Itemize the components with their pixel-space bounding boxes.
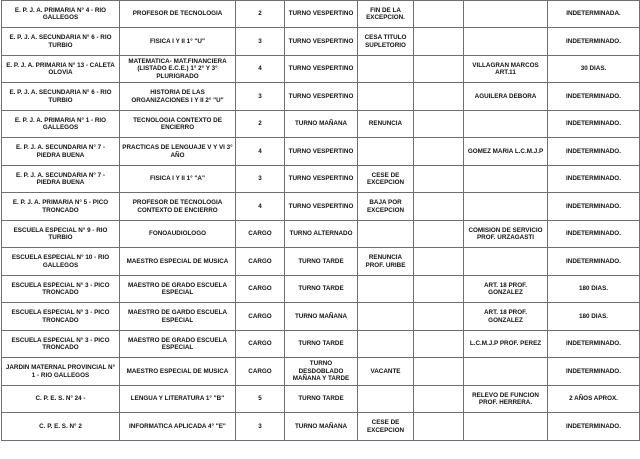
duration-cell: INDETERMINADO. (548, 138, 640, 166)
reason-cell: VACANTE (358, 358, 414, 386)
reason-cell: RENUNCIA PROF. URIBE (358, 248, 414, 276)
subject-cell: FONOAUDIOLOGO (120, 221, 236, 248)
replacement-cell: ART. 18 PROF. GONZALEZ (464, 276, 548, 303)
reason-cell (358, 83, 414, 111)
table-row (2, 1, 640, 28)
empty-cell (414, 386, 464, 413)
table-row (2, 193, 640, 221)
school-cell: C. P. E. S. N° 24 - (2, 386, 120, 413)
subject-cell: PROFESOR DE TECNOLOGIA (120, 1, 236, 28)
school-cell: E. P. J. A. SECUNDARIA N° 7 - PIEDRA BUENA (2, 166, 120, 193)
duration-cell: 180 DIAS. (548, 303, 640, 331)
table-row (2, 166, 640, 193)
duration-cell: INDETERMINADO. (548, 413, 640, 441)
replacement-cell: RELEVO DE FUNCION PROF. HERRERA. (464, 386, 548, 413)
reason-cell: FIN DE LA EXCEPCION. (358, 1, 414, 28)
shift-cell: TURNO VESPERTINO (285, 166, 358, 193)
shift-cell: TURNO TARDE (285, 276, 358, 303)
table-row (2, 138, 640, 166)
subject-cell: FISICA I Y II 1° "A" (120, 166, 236, 193)
hours-cell: 4 (236, 56, 285, 83)
hours-cell: 2 (236, 1, 285, 28)
empty-cell (414, 331, 464, 358)
reason-cell: CESE DE EXCEPCION (358, 166, 414, 193)
table-row (2, 56, 640, 83)
empty-cell (414, 276, 464, 303)
subject-cell: INFORMATICA APLICADA 4° "E" (120, 413, 236, 441)
shift-cell: TURNO MAÑANA (285, 303, 358, 331)
reason-cell: CESA TITULO SUPLETORIO (358, 28, 414, 56)
subject-cell: MATEMATICA- MAT.FINANCIERA (LISTADO E.C.E.) 1° 2° Y 3° PLURIGRADO (120, 56, 236, 83)
replacement-cell: ART. 18 PROF. GONZALEZ (464, 303, 548, 331)
duration-cell: INDETERMINADO. (548, 331, 640, 358)
table-row (2, 413, 640, 441)
hours-cell: 5 (236, 386, 285, 413)
replacement-cell (464, 193, 548, 221)
school-cell: ESCUELA ESPECIAL N° 3 - PICO TRONCADO (2, 331, 120, 358)
subject-cell: MAESTRO DE GRADO ESCUELA ESPECIAL (120, 276, 236, 303)
replacement-cell: GOMEZ MARIA L.C.M.J.P (464, 138, 548, 166)
reason-cell (358, 138, 414, 166)
table-row (2, 83, 640, 111)
table-row (2, 386, 640, 413)
empty-cell (414, 56, 464, 83)
table-row (2, 221, 640, 248)
shift-cell: TURNO VESPERTINO (285, 138, 358, 166)
hours-cell: CARGO (236, 303, 285, 331)
empty-cell (414, 1, 464, 28)
reason-cell: CESE DE EXCEPCION (358, 413, 414, 441)
school-cell: ESCUELA ESPECIAL N° 3 - PICO TRONCADO (2, 276, 120, 303)
reason-cell: BAJA POR EXCEPCION (358, 193, 414, 221)
empty-cell (414, 138, 464, 166)
replacement-cell: AGUILERA DEBORA (464, 83, 548, 111)
duration-cell: 30 DIAS. (548, 56, 640, 83)
school-cell: ESCUELA ESPECIAL N° 9 - RIO TURBIO (2, 221, 120, 248)
replacement-cell (464, 1, 548, 28)
table-row (2, 111, 640, 138)
school-cell: E. P. J. A. SECUNDARIA N° 7 - PIEDRA BUENA (2, 138, 120, 166)
shift-cell: TURNO TARDE (285, 386, 358, 413)
reason-cell (358, 276, 414, 303)
subject-cell: MAESTRO ESPECIAL DE MUSICA (120, 358, 236, 386)
reason-cell (358, 303, 414, 331)
vacancies-table (1, 0, 640, 441)
empty-cell (414, 111, 464, 138)
replacement-cell: L.C.M.J.P PROF. PEREZ (464, 331, 548, 358)
shift-cell: TURNO TARDE (285, 331, 358, 358)
empty-cell (414, 28, 464, 56)
subject-cell: MAESTRO DE GARDO ESCUELA ESPECIAL (120, 303, 236, 331)
school-cell: C. P. E. S. N° 2 (2, 413, 120, 441)
subject-cell: PRACTICAS DE LENGUAJE V Y VI 3° AÑO (120, 138, 236, 166)
shift-cell: TURNO VESPERTINO (285, 56, 358, 83)
shift-cell: TURNO VESPERTINO (285, 83, 358, 111)
school-cell: E. P. J. A. SECUNDARIA N° 6 - RIO TURBIO (2, 28, 120, 56)
hours-cell: CARGO (236, 248, 285, 276)
table-row (2, 28, 640, 56)
reason-cell (358, 386, 414, 413)
replacement-cell (464, 111, 548, 138)
replacement-cell: VILLAGRAN MARCOS ART.11 (464, 56, 548, 83)
hours-cell: CARGO (236, 276, 285, 303)
empty-cell (414, 221, 464, 248)
duration-cell: INDETERMINADO. (548, 28, 640, 56)
replacement-cell (464, 166, 548, 193)
empty-cell (414, 83, 464, 111)
hours-cell: 3 (236, 166, 285, 193)
duration-cell: 180 DIAS. (548, 276, 640, 303)
subject-cell: PROFESOR DE TECNOLOGIA CONTEXTO DE ENCIERRO (120, 193, 236, 221)
school-cell: ESCUELA ESPECIAL N° 3 - PICO TRONCADO (2, 303, 120, 331)
school-cell: ESCUELA ESPECIAL N° 10 - RIO GALLEGOS (2, 248, 120, 276)
subject-cell: TECNOLOGIA CONTEXTO DE ENCIERRO (120, 111, 236, 138)
empty-cell (414, 248, 464, 276)
replacement-cell (464, 413, 548, 441)
subject-cell: MAESTRO ESPECIAL DE MUSICA (120, 248, 236, 276)
reason-cell (358, 221, 414, 248)
duration-cell: INDETERMINADO. (548, 248, 640, 276)
school-cell: E. P. J. A. PRIMARIA N° 5 - PICO TRONCADO (2, 193, 120, 221)
school-cell: E. P. J. A. SECUNDARIA N° 6 - RIO TURBIO (2, 83, 120, 111)
hours-cell: 4 (236, 138, 285, 166)
school-cell: E. P. J. A. PRIMARIA N° 1 - RIO GALLEGOS (2, 111, 120, 138)
shift-cell: TURNO VESPERTINO (285, 193, 358, 221)
table-row (2, 358, 640, 386)
reason-cell (358, 331, 414, 358)
hours-cell: 3 (236, 28, 285, 56)
duration-cell: 2 AÑOS APROX. (548, 386, 640, 413)
duration-cell: INDETERMINADO. (548, 221, 640, 248)
hours-cell: 3 (236, 83, 285, 111)
duration-cell: INDETERMINADO. (548, 111, 640, 138)
shift-cell: TURNO VESPERTINO (285, 28, 358, 56)
hours-cell: 2 (236, 111, 285, 138)
school-cell: E. P. J. A. PRIMARIA N° 4 - RIO GALLEGOS (2, 1, 120, 28)
shift-cell: TURNO MAÑANA (285, 111, 358, 138)
duration-cell: INDETERMINADO. (548, 358, 640, 386)
duration-cell: INDETERMINADO. (548, 166, 640, 193)
duration-cell: INDETERMINADO. (548, 83, 640, 111)
replacement-cell (464, 358, 548, 386)
shift-cell: TURNO VESPERTINO (285, 1, 358, 28)
empty-cell (414, 166, 464, 193)
table-row (2, 331, 640, 358)
empty-cell (414, 358, 464, 386)
subject-cell: MAESTRO DE GRADO ESCUELA ESPECIAL (120, 331, 236, 358)
table-body (2, 1, 640, 441)
shift-cell: TURNO ALTERNADO (285, 221, 358, 248)
empty-cell (414, 193, 464, 221)
replacement-cell (464, 28, 548, 56)
table-row (2, 248, 640, 276)
shift-cell: TURNO DESDOBLADO MAÑANA Y TARDE (285, 358, 358, 386)
reason-cell (358, 56, 414, 83)
hours-cell: 4 (236, 193, 285, 221)
table-row (2, 303, 640, 331)
replacement-cell (464, 248, 548, 276)
hours-cell: 3 (236, 413, 285, 441)
duration-cell: INDETERMINADO. (548, 193, 640, 221)
replacement-cell: COMISION DE SERVICIO PROF. URZAGASTI (464, 221, 548, 248)
subject-cell: FISICA I Y II 1° "U" (120, 28, 236, 56)
hours-cell: CARGO (236, 358, 285, 386)
reason-cell: RENUNCIA (358, 111, 414, 138)
shift-cell: TURNO TARDE (285, 248, 358, 276)
hours-cell: CARGO (236, 221, 285, 248)
table-row (2, 276, 640, 303)
subject-cell: HISTORIA DE LAS ORGANIZACIONES I Y II 2° "U" (120, 83, 236, 111)
empty-cell (414, 413, 464, 441)
school-cell: E. P. J. A. PRIMARIA N° 13 - CALETA OLOVIA (2, 56, 120, 83)
hours-cell: CARGO (236, 331, 285, 358)
shift-cell: TURNO MAÑANA (285, 413, 358, 441)
duration-cell: INDETERMINADA. (548, 1, 640, 28)
subject-cell: LENGUA Y LITERATURA 1° "B" (120, 386, 236, 413)
empty-cell (414, 303, 464, 331)
school-cell: JARDIN MATERNAL PROVINCIAL N° 1 - RIO GALLEGOS (2, 358, 120, 386)
